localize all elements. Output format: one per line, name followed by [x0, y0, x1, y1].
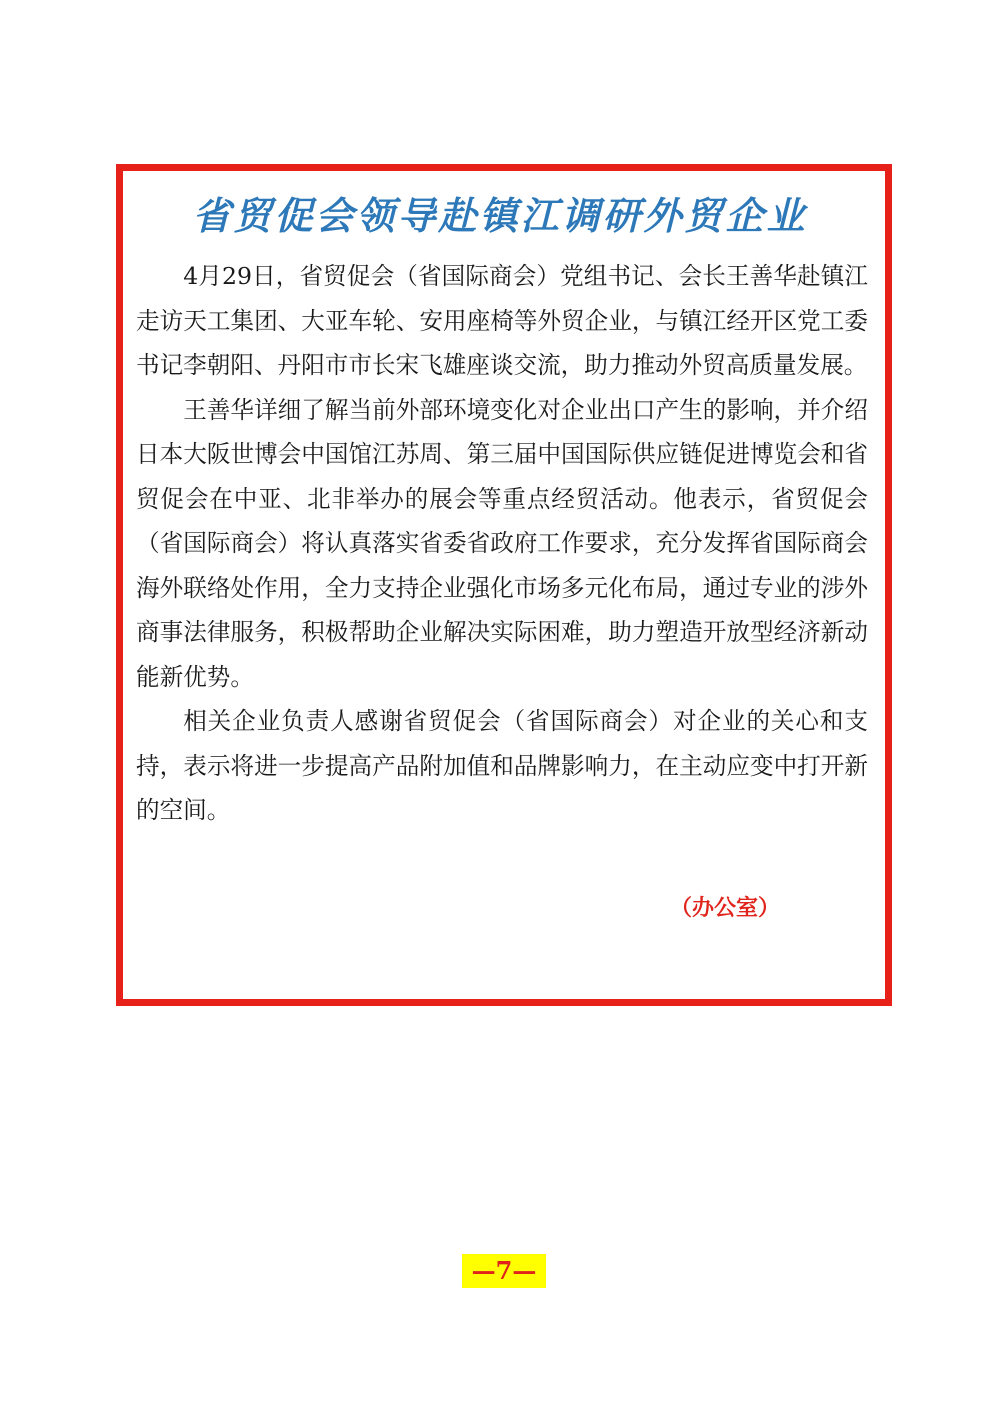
paragraph-3: 相关企业负责人感谢省贸促会（省国际商会）对企业的关心和支持，表示将进一步提高产品附加值和品牌影响力，在主动应变中打开新的空间。 — [136, 707, 868, 824]
author-signature: （办公室） — [669, 895, 780, 921]
article-title: 省贸促会领导赴镇江调研外贸企业 — [192, 193, 808, 238]
page-number: —7— — [462, 1254, 546, 1288]
paragraph-2: 王善华详细了解当前外部环境变化对企业出口产生的影响，并介绍日本大阪世博会中国馆江苏周、第三届中国国际供应链促进博览会和省贸促会在中亚、北非举办的展会等重点经贸活动。他表示，省贸促会（省国际商会）将认真落实省委省政府工作要求，充分发挥省国际商会海外联络处作用，全力支持企业强化市场多元化布局，通过专业的涉外商事法律服务，积极帮助企业解决实际困难，助力塑造开放型经济新动能新优势。 — [136, 395, 868, 691]
article-body — [136, 254, 868, 833]
paragraph-1: 4月29日，省贸促会（省国际商会）党组书记、会长王善华赴镇江走访天工集团、大亚车轮、安用座椅等外贸企业，与镇江经开区党工委书记李朝阳、丹阳市市长宋飞雄座谈交流，助力推动外贸高质量发展。 — [136, 262, 868, 379]
